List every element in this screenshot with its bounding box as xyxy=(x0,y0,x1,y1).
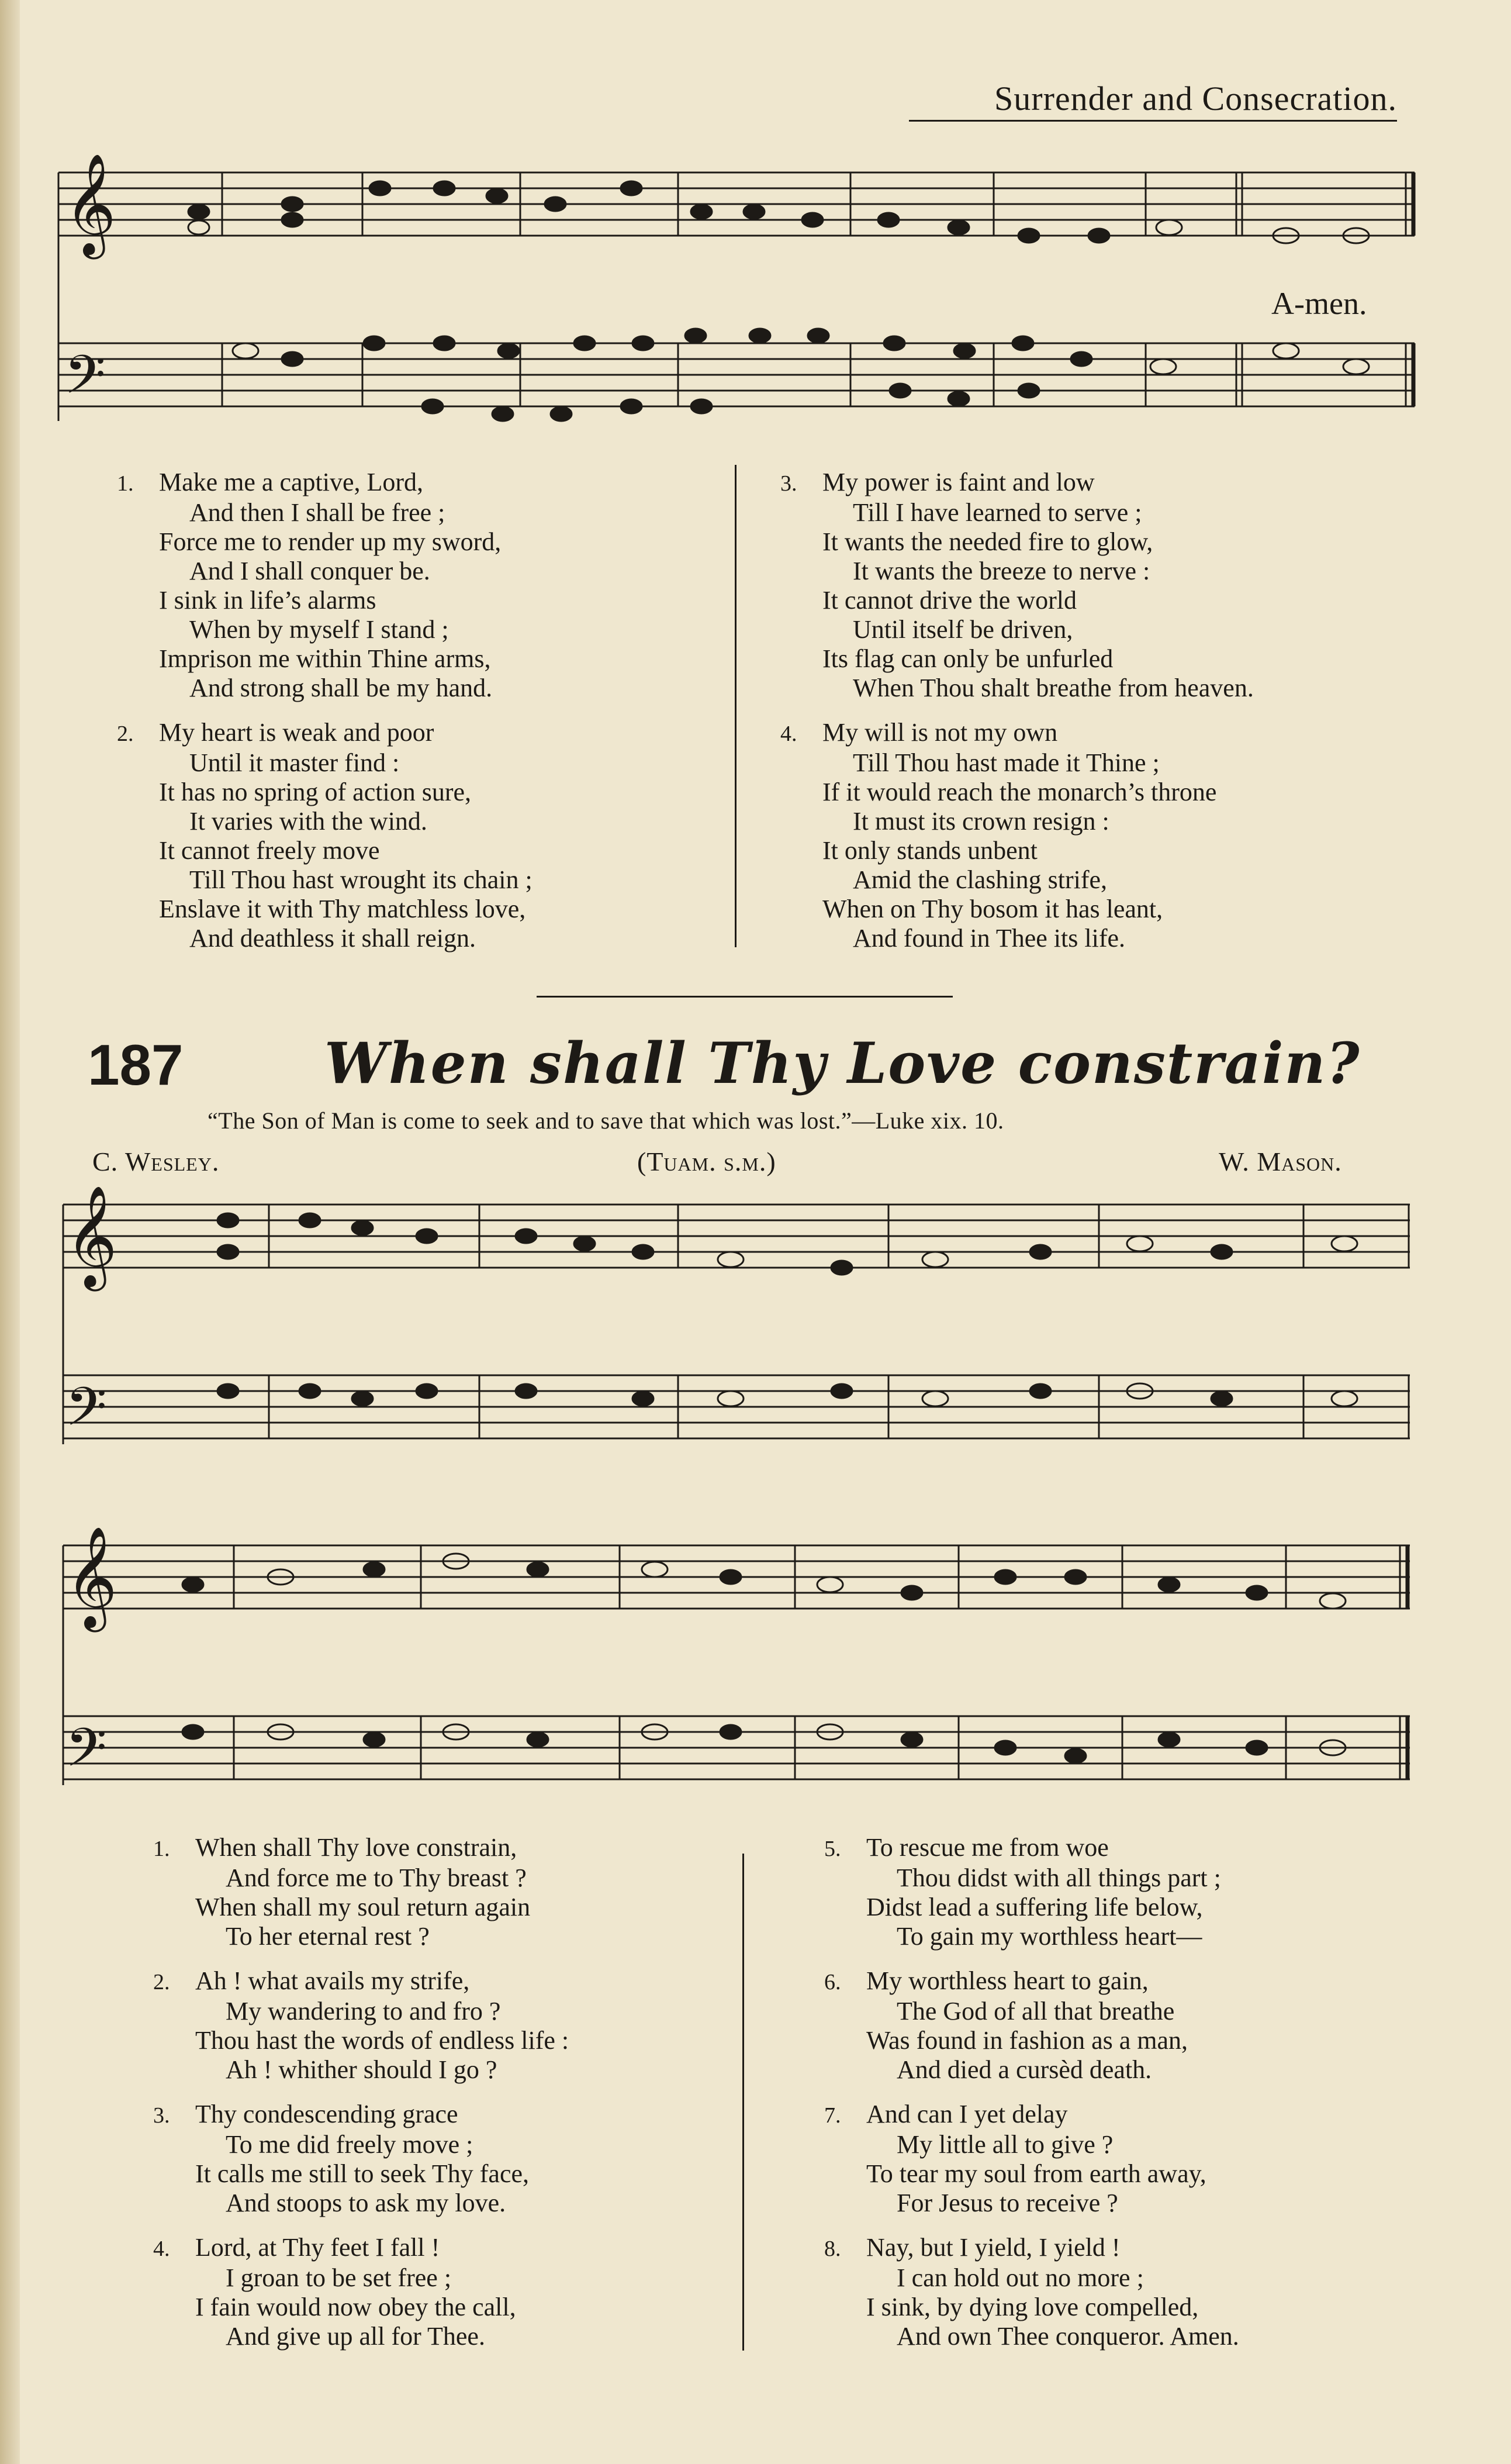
verse-5: 5. To rescue me from woe Thou didst with all things part ; Didst lead a suffering life below, To gain my worthless heart— xyxy=(824,1833,1221,1951)
hymn-composer: W. Mason. xyxy=(1219,1147,1342,1176)
verse-7: 7. And can I yet delay My little all to give ? To tear my soul from earth away, For Jesus to receive ? xyxy=(824,2100,1206,2217)
system-1-bass-staff xyxy=(63,1375,1410,1438)
prev-verse-1: 1. Make me a captive, Lord, And then I shall be free ; Force me to render up my sword, And I shall conquer be. I sink in life’s alarms When by myself I stand ; Imprison me within Thine arms, And strong shall be my hand. xyxy=(117,468,502,702)
prev-verse-2: 2. My heart is weak and poor Until it master find : It has no spring of action sure, It varies with the wind. It cannot freely move Till Thou hast wrought its chain ; Enslave it with Thy matchless love, And deathless it shall reign. xyxy=(117,718,533,953)
system-1-treble-staff xyxy=(63,1205,1410,1268)
amen-label: A-men. xyxy=(1271,286,1367,321)
running-head: Surrender and Consecration. xyxy=(994,80,1397,118)
hymn-187-left-column xyxy=(153,1833,569,2366)
hymn-title: When shall Thy Love constrain? xyxy=(324,1030,1361,1096)
hymn-epigraph: “The Son of Man is come to seek and to save that which was lost.”—Luke xix. 10. xyxy=(208,1107,1004,1134)
hymn-tune: (Tuam. s.m.) xyxy=(637,1147,776,1176)
bass-clef-icon: 𝄢 xyxy=(65,1717,107,1792)
bass-clef-icon: 𝄢 xyxy=(64,344,106,419)
verse-3: 3. Thy condescending grace To me did freely move ; It calls me still to seek Thy face, And stoops to ask my love. xyxy=(153,2100,530,2217)
treble-clef-icon: 𝄞 xyxy=(64,153,116,255)
bass-clef-icon: 𝄢 xyxy=(65,1376,107,1451)
hymn-187-right-column xyxy=(824,1833,1239,2366)
verse-6: 6. My worthless heart to gain, The God of all that breathe Was found in fashion as a man, And died a cursèd death. xyxy=(824,1966,1188,2084)
hymn-author: C. Wesley. xyxy=(92,1147,220,1176)
barlines-hymn-187 xyxy=(63,1205,1409,1785)
prev-verse-3: 3. My power is faint and low Till I have learned to serve ; It wants the needed fire to glow, It wants the breeze to nerve : It cannot drive the world Until itself be driven, Its flag can only be unfurled When Thou shalt breathe from heaven. xyxy=(780,468,1254,702)
hymn-number: 187 xyxy=(88,1033,184,1097)
treble-clef-icon: 𝄞 xyxy=(65,1185,117,1287)
verse-1: 1. When shall Thy love constrain, And force me to Thy breast ? When shall my soul return again To her eternal rest ? xyxy=(153,1833,531,1951)
prev-verse-4: 4. My will is not my own Till Thou hast made it Thine ; If it would reach the monarch’s throne It must its crown resign : It only stands unbent Amid the clashing strife, When on Thy bosom it has leant, And found in Thee its life. xyxy=(780,718,1217,953)
verse-2: 2. Ah ! what avails my strife, My wandering to and fro ? Thou hast the words of endless life : Ah ! whither should I go ? xyxy=(153,1966,569,2084)
notes-hymn-187 xyxy=(182,1213,1357,1763)
hymn-187-column-divider xyxy=(742,1854,744,2351)
verse-4: 4. Lord, at Thy feet I fall ! I groan to be set free ; I fain would now obey the call, And give up all for Thee. xyxy=(153,2233,516,2351)
verse-8: 8. Nay, but I yield, I yield ! I can hold out no more ; I sink, by dying love compelled, And own Thee conqueror. Amen. xyxy=(824,2233,1239,2351)
treble-clef-icon: 𝄞 xyxy=(65,1526,117,1628)
